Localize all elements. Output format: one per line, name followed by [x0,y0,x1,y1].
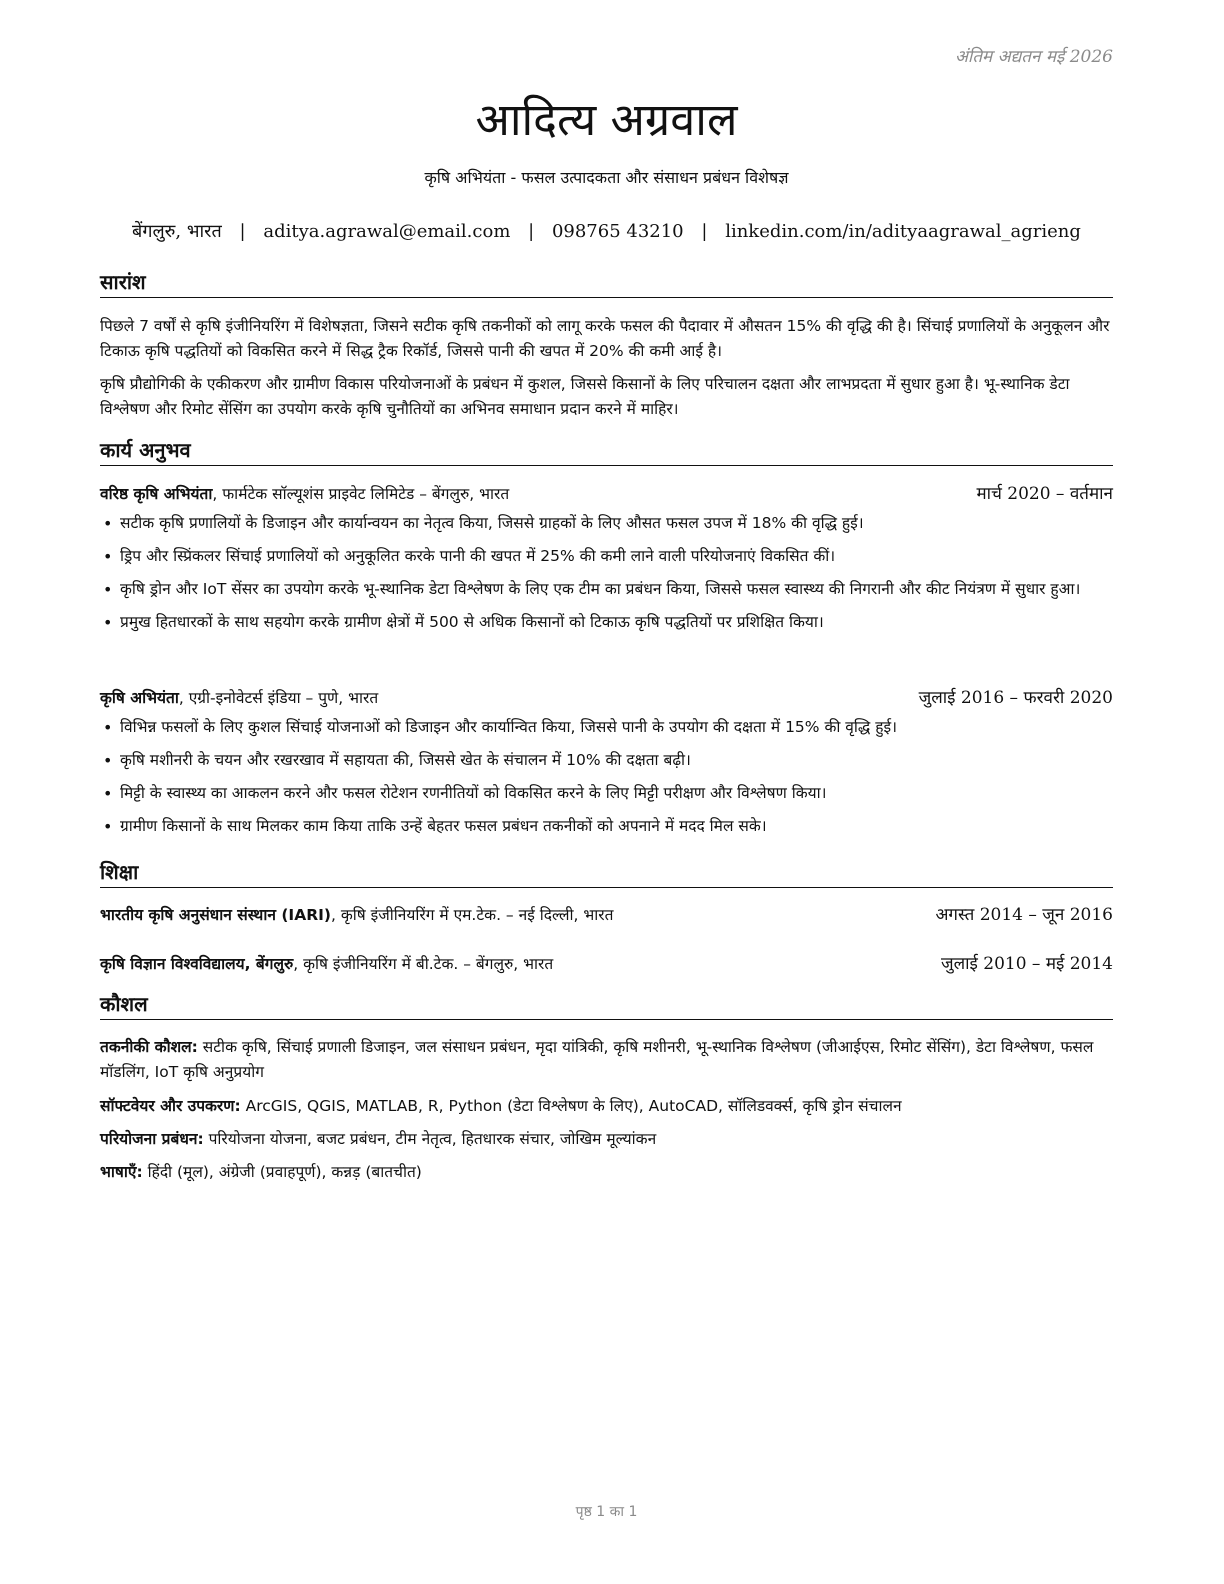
summary-paragraph: कृषि प्रौद्योगिकी के एकीकरण और ग्रामीण विकास परियोजनाओं के प्रबंधन में कुशल, जिससे किसानों के लिए परिचालन दक्षता और लाभप्रदता में सुधार हुआ है। भू-स्थानिक डेटा विश्लेषण और रिमोट सेंसिंग का उपयोग करके कृषि चुनौतियों का अभिनव समाधान प्रदान करने में माहिर। [100,375,1070,418]
education-detail: , कृषि इंजीनियरिंग में एम.टेक. – नई दिल्ली, भारत [330,906,614,924]
job-dates: जुलाई 2016 – फरवरी 2020 [918,688,1113,708]
skill-label: तकनीकी कौशल: [100,1038,198,1056]
job-bullets [100,715,1113,847]
job-dates: मार्च 2020 – वर्तमान [976,484,1113,504]
job-bullet: • कृषि मशीनरी के चयन और रखरखाव में सहायता की, जिससे खेत के संचालन में 10% की दक्षता बढ़ी। [100,748,1113,773]
contact-separator: | [528,221,535,242]
skill-label: भाषाएँ: [100,1163,143,1181]
contact-phone[interactable]: 098765 43210 [551,221,684,242]
candidate-name: आदित्य अग्रवाल [475,93,738,146]
education-dates: जुलाई 2010 – मई 2014 [940,954,1113,974]
job-bullet: • कृषि ड्रोन और IoT सेंसर का उपयोग करके भू-स्थानिक डेटा विश्लेषण के लिए एक टीम का प्रबंधन किया, जिससे फसल स्वास्थ्य की निगरानी और कीट नियंत्रण में सुधार हुआ। [100,577,1113,602]
skill-group [100,1094,1113,1119]
contact-linkedin[interactable]: linkedin.com/in/adityaagrawal_agrieng [725,221,1081,242]
job-header [100,482,1113,506]
job-title-line [100,686,378,710]
experience-heading: कार्य अनुभव [100,437,1113,466]
job-bullets [100,511,1113,643]
resume-page [100,0,1113,1584]
job-bullet: • प्रमुख हितधारकों के साथ सहयोग करके ग्रामीण क्षेत्रों में 500 से अधिक किसानों को टिकाऊ कृषि पद्धतियों पर प्रशिक्षित किया। [100,610,1113,635]
skill-value: हिंदी (मूल), अंग्रेजी (प्रवाहपूर्ण), कन्नड़ (बातचीत) [142,1163,422,1181]
job-title-line [100,482,509,506]
skill-group [100,1160,1113,1185]
job-bullet: • ड्रिप और स्प्रिंकलर सिंचाई प्रणालियों को अनुकूलित करके पानी की खपत में 25% की कमी लाने वाली परियोजनाएं विकसित कीं। [100,544,1113,569]
skill-group [100,1127,1113,1152]
contact-line [100,219,1113,243]
education-detail: , कृषि इंजीनियरिंग में बी.टेक. – बेंगलुरु, भारत [293,955,554,973]
job-bullet: • मिट्टी के स्वास्थ्य का आकलन करने और फसल रोटेशन रणनीतियों को विकसित करने के लिए मिट्टी परीक्षण और विश्लेषण किया। [100,781,1113,806]
job-title: कृषि अभियंता [100,689,179,707]
contact-email[interactable]: aditya.agrawal@email.com [263,221,511,242]
skill-label: परियोजना प्रबंधन: [100,1130,204,1148]
contact-separator: | [239,221,246,242]
skill-value: सटीक कृषि, सिंचाई प्रणाली डिजाइन, जल संसाधन प्रबंधन, मृदा यांत्रिकी, कृषि मशीनरी, भू-स्थानिक विश्लेषण (जीआईएस, रिमोट सेंसिंग), डेटा विश्लेषण, फसल मॉडलिंग, IoT कृषि अनुप्रयोग [100,1038,1094,1081]
job-bullet: • सटीक कृषि प्रणालियों के डिजाइन और कार्यान्वयन का नेतृत्व किया, जिससे ग्राहकों के लिए औसत फसल उपज में 18% की वृद्धि हुई। [100,511,1113,536]
contact-separator: | [701,221,708,242]
education-institution: भारतीय कृषि अनुसंधान संस्थान (IARI) [100,906,331,924]
last-updated: अंतिम अद्यतन मई 2026 [954,47,1113,67]
page-number: पृष्ठ 1 का 1 [575,1504,638,1520]
skills-heading: कौशल [100,991,1113,1020]
summary-paragraph: पिछले 7 वर्षों से कृषि इंजीनियरिंग में विशेषज्ञता, जिसने सटीक कृषि तकनीकों को लागू करके फसल की पैदावार में औसतन 15% की वृद्धि की है। सिंचाई प्रणालियों के अनुकूलन और टिकाऊ कृषि पद्धतियों को विकसित करने में सिद्ध ट्रैक रिकॉर्ड, जिससे पानी की खपत में 20% की कमी आई है। [100,317,1110,360]
education-line [100,952,553,976]
job-title: वरिष्ठ कृषि अभियंता [100,485,213,503]
job-header [100,686,1113,710]
job-org: , फार्मटेक सॉल्यूशंस प्राइवेट लिमिटेड – बेंगलुरु, भारत [212,485,510,503]
job-bullet: • ग्रामीण किसानों के साथ मिलकर काम किया ताकि उन्हें बेहतर फसल प्रबंधन तकनीकों को अपनाने में मदद मिल सके। [100,814,1113,839]
job-bullet: • विभिन्न फसलों के लिए कुशल सिंचाई योजनाओं को डिजाइन और कार्यान्वित किया, जिससे पानी के उपयोग की दक्षता में 15% की वृद्धि हुई। [100,715,1113,740]
tagline: कृषि अभियंता - फसल उत्पादकता और संसाधन प्रबंधन विशेषज्ञ [424,168,789,187]
skill-value: परियोजना योजना, बजट प्रबंधन, टीम नेतृत्व, हितधारक संचार, जोखिम मूल्यांकन [203,1130,657,1148]
education-entry [100,903,1113,927]
education-institution: कृषि विज्ञान विश्वविद्यालय, बेंगलुरु [100,955,294,973]
education-line [100,903,613,927]
skill-group [100,1035,1113,1085]
skill-value: ArcGIS, QGIS, MATLAB, R, Python (डेटा विश्लेषण के लिए), AutoCAD, सॉलिडवर्क्स, कृषि ड्रोन संचालन [240,1097,902,1115]
contact-location: बेंगलुरु, भारत [132,221,222,242]
job-org: , एग्री-इनोवेटर्स इंडिया – पुणे, भारत [178,689,379,707]
education-dates: अगस्त 2014 – जून 2016 [935,905,1113,925]
summary-heading: सारांश [100,269,1113,298]
education-heading: शिक्षा [100,859,1113,888]
skill-label: सॉफ्टवेयर और उपकरण: [100,1097,241,1115]
education-entry [100,952,1113,976]
